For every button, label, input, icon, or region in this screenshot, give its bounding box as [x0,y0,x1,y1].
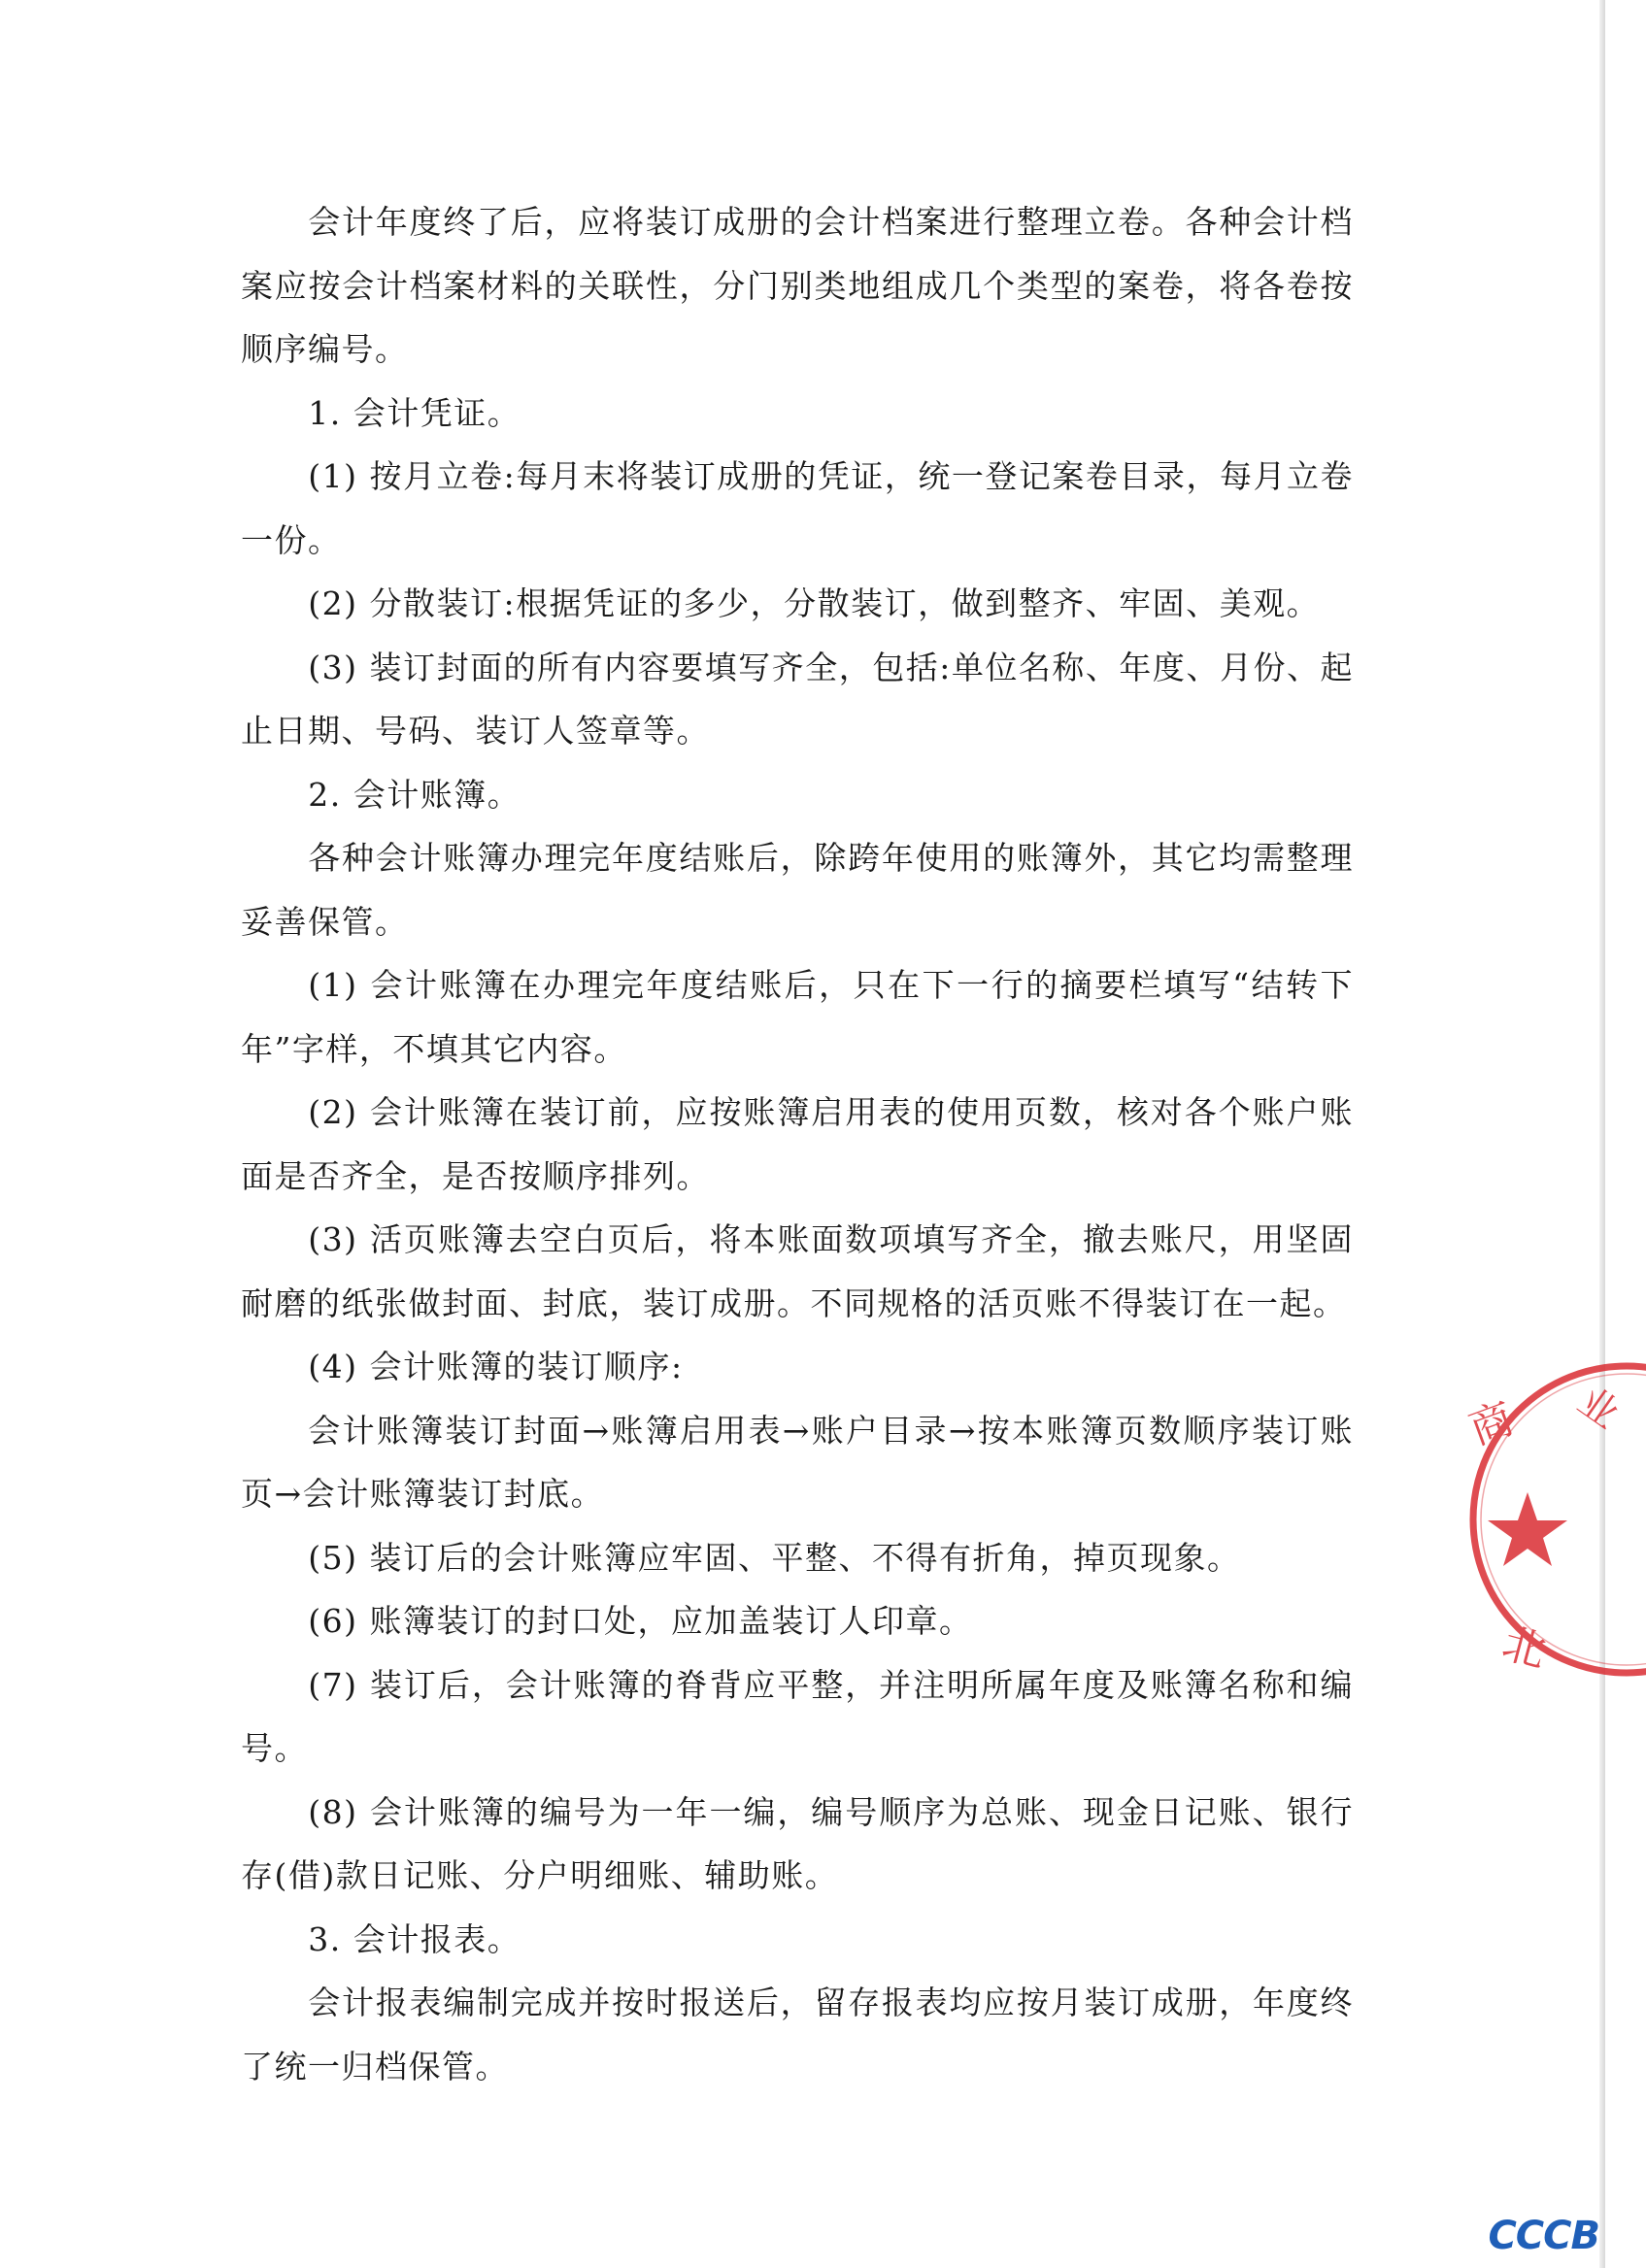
paragraph-books-item-4: (4) 会计账簿的装订顺序: [308,1348,684,1385]
seal-char-left: 商 [1462,1393,1521,1455]
paragraph-books-item-7: (7) 装订后，会计账簿的脊背应平整，并注明所属年度及账簿名称和编号。 [241,1665,1354,1767]
heading-accounting-reports: 3. 会计报表。 [308,1919,521,1958]
seal-char-bottom: 北 [1496,1618,1552,1678]
paragraph-books-item-3: (3) 活页账簿去空白页后，将本账面数项填写齐全，撤去账尺，用坚固耐磨的纸张做封面、封底，装订成册。不同规格的活页账不得装订在一起。 [241,1220,1354,1322]
paragraph-books-item-5: (5) 装订后的会计账簿应牢固、平整、不得有折角，掉页现象。 [308,1538,1241,1577]
heading-accounting-books: 2. 会计账簿。 [308,775,521,814]
paragraph-books-item-6: (6) 账簿装订的封口处，应加盖装订人印章。 [308,1602,973,1640]
heading-accounting-vouchers: 1. 会计凭证。 [308,393,521,432]
page-edge-shadow [1599,0,1605,2268]
company-seal-stamp [1432,1350,1646,1689]
seal-char-right: 业 [1569,1379,1628,1438]
paragraph-voucher-item-2: (2) 分散装订:根据凭证的多少，分散装订，做到整齐、牢固、美观。 [308,584,1321,622]
paragraph-voucher-item-1: (1) 按月立卷:每月末将装订成册的凭证，统一登记案卷目录，每月立卷一份。 [241,457,1354,559]
seal-star-icon [1488,1492,1567,1566]
paragraph-books-intro: 各种会计账簿办理完年度结账后，除跨年使用的账簿外，其它均需整理妥善保管。 [241,839,1354,941]
paragraph-reports: 会计报表编制完成并按时报送后，留存报表均应按月装订成册，年度终了统一归档保管。 [241,1984,1354,2085]
footer-brand-logo: CCCB [1488,2214,1599,2258]
paragraph-books-item-1: (1) 会计账簿在办理完年度结账后，只在下一行的摘要栏填写“结转下年”字样，不填其它内容。 [241,966,1354,1068]
paragraph-voucher-item-3: (3) 装订封面的所有内容要填写齐全，包括:单位名称、年度、月份、起止日期、号码、装订人签章等。 [241,648,1354,750]
paragraph-binding-order: 会计账簿装订封面→账簿启用表→账户目录→按本账簿页数顺序装订账页→会计账簿装订封底。 [241,1411,1354,1513]
paragraph-books-item-2: (2) 会计账簿在装订前，应按账簿启用表的使用页数，核对各个账户账面是否齐全，是否按顺序排列。 [241,1093,1354,1195]
paragraph-intro: 会计年度终了后，应将装订成册的会计档案进行整理立卷。各种会计档案应按会计档案材料的关联性，分门别类地组成几个类型的案卷，将各卷按顺序编号。 [241,203,1354,368]
paragraph-books-item-8: (8) 会计账簿的编号为一年一编，编号顺序为总账、现金日记账、银行存(借)款日记账、分户明细账、辅助账。 [241,1792,1354,1894]
document-body [241,190,1354,2098]
